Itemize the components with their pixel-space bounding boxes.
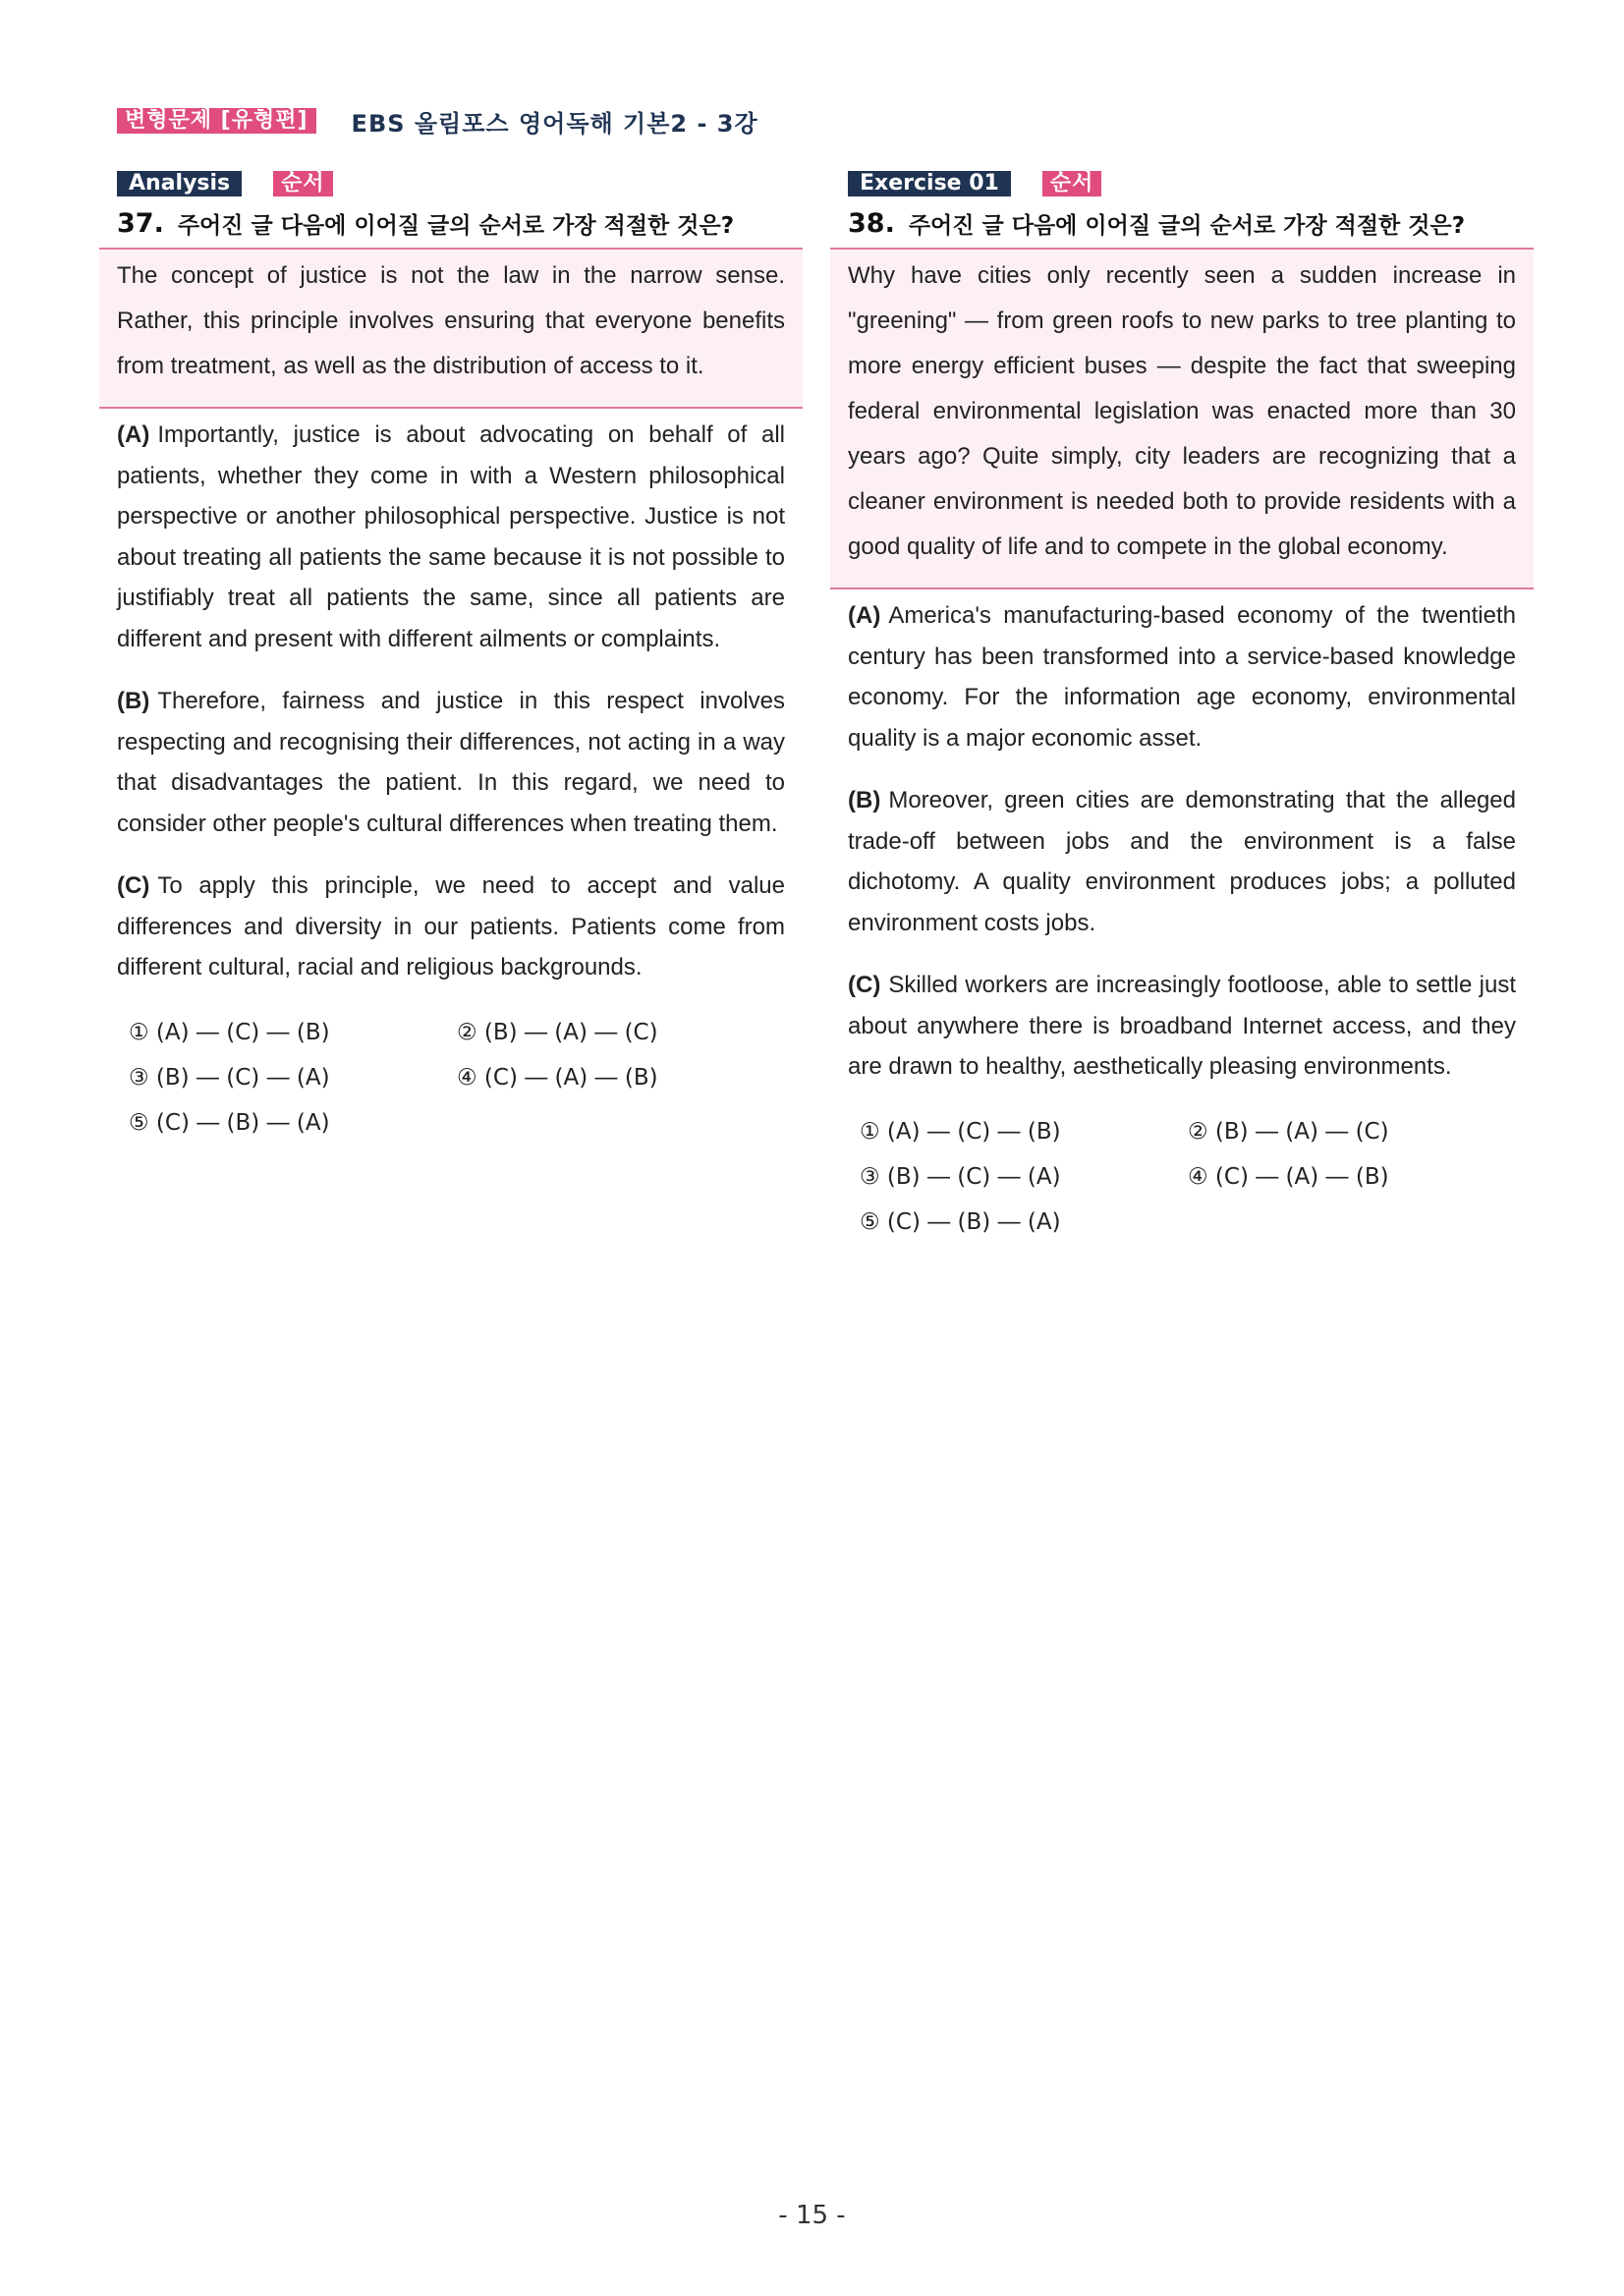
paragraph-a	[848, 595, 1516, 758]
question-number: 37.	[117, 207, 164, 239]
question-badges	[117, 171, 803, 196]
analysis-badge: Analysis	[117, 171, 242, 196]
paragraph-text: Therefore, fairness and justice in this respect involves respecting and recognising their differences, not acting in a way that disadvantages the patient. In this regard, we need to consider other people's cultural differences when treating them.	[117, 688, 785, 837]
option-4[interactable]: ④ (C) ― (A) ― (B)	[457, 1064, 658, 1091]
given-passage	[830, 248, 1534, 589]
paragraph-label: (A)	[117, 421, 150, 448]
paragraph-text: America's manufacturing-based economy of the twentieth century has been transformed into a service-based knowledge economy. For the information age economy, environmental quality is a major economic asset.	[848, 602, 1516, 752]
given-passage	[99, 248, 803, 409]
question-stem	[848, 204, 1534, 242]
question-38	[830, 171, 1534, 1245]
question-badges	[848, 171, 1534, 196]
option-1[interactable]: ① (A) ― (C) ― (B)	[860, 1118, 1061, 1145]
paragraph-c	[848, 965, 1516, 1088]
book-title: EBS 올림포스 영어독해 기본2 - 3강	[351, 109, 758, 138]
paragraph-text: Moreover, green cities are demonstrating that the alleged trade-off between jobs and the environment is a false dichotomy. A quality environment produces jobs; a polluted environment costs jobs.	[848, 787, 1516, 936]
passage-paragraphs	[830, 589, 1534, 1088]
given-text: Why have cities only recently seen a sudden increase in "greening" ― from green roofs to new parks to tree planting to more energy efficient buses ― despite the fact that sweeping federal environmental legislation was enacted more than 30 years ago? Quite simply, city leaders are recognizing that a cleaner environment is needed both to provide residents with a good quality of life and to compete in the global economy.	[848, 262, 1516, 560]
paragraph-label: (B)	[117, 688, 150, 714]
question-37	[99, 171, 803, 1146]
paragraph-c	[117, 866, 785, 988]
question-text: 주어진 글 다음에 이어질 글의 순서로 가장 적절한 것은?	[177, 212, 735, 239]
option-5[interactable]: ⑤ (C) ― (B) ― (A)	[129, 1109, 330, 1136]
question-number: 38.	[848, 207, 895, 239]
option-row	[860, 1154, 1516, 1200]
option-4[interactable]: ④ (C) ― (A) ― (B)	[1188, 1163, 1389, 1190]
exercise-badge: Exercise 01	[848, 171, 1011, 196]
option-3[interactable]: ③ (B) ― (C) ― (A)	[129, 1064, 330, 1091]
option-3[interactable]: ③ (B) ― (C) ― (A)	[860, 1163, 1061, 1190]
option-row	[129, 1055, 785, 1100]
option-1[interactable]: ① (A) ― (C) ― (B)	[129, 1019, 330, 1045]
paragraph-text: Importantly, justice is about advocating on behalf of all patients, whether they come in with a Western philosophical perspective or another philosophical perspective. Justice is not about treating all patients the same because it is not possible to justifiably treat all patients the same, since all patients are different and present with different ailments or complaints.	[117, 421, 785, 652]
option-row	[129, 1010, 785, 1055]
paragraph-label: (B)	[848, 787, 881, 813]
option-row	[129, 1100, 785, 1146]
answer-options	[830, 1109, 1534, 1245]
answer-options	[99, 1010, 803, 1146]
question-text: 주어진 글 다음에 이어질 글의 순서로 가장 적절한 것은?	[908, 212, 1466, 239]
type-tag: 순서	[1042, 171, 1102, 196]
paragraph-a	[117, 415, 785, 659]
paragraph-label: (A)	[848, 602, 881, 629]
paragraph-label: (C)	[848, 972, 881, 998]
paragraph-b	[848, 780, 1516, 943]
page-number: - 15 -	[778, 2201, 846, 2230]
given-text: The concept of justice is not the law in the narrow sense. Rather, this principle involves ensuring that everyone benefits from treatment, as well as the distribution of access to it.	[117, 262, 785, 379]
paragraph-b	[117, 681, 785, 844]
option-row	[860, 1109, 1516, 1154]
paragraph-text: To apply this principle, we need to accept and value differences and diversity in our patients. Patients come from different cultural, racial and religious backgrounds.	[117, 872, 785, 980]
option-row	[860, 1200, 1516, 1245]
passage-paragraphs	[99, 409, 803, 988]
paragraph-label: (C)	[117, 872, 150, 899]
option-2[interactable]: ② (B) ― (A) ― (C)	[457, 1019, 658, 1045]
option-2[interactable]: ② (B) ― (A) ― (C)	[1188, 1118, 1389, 1145]
type-tag: 순서	[273, 171, 333, 196]
paragraph-text: Skilled workers are increasingly footloose, able to settle just about anywhere there is broadband Internet access, and they are drawn to healthy, aesthetically pleasing environments.	[848, 972, 1516, 1080]
question-stem	[117, 204, 803, 242]
page-header	[117, 106, 758, 136]
variant-tag: 변형문제 [유형편]	[117, 108, 316, 134]
option-5[interactable]: ⑤ (C) ― (B) ― (A)	[860, 1208, 1061, 1235]
